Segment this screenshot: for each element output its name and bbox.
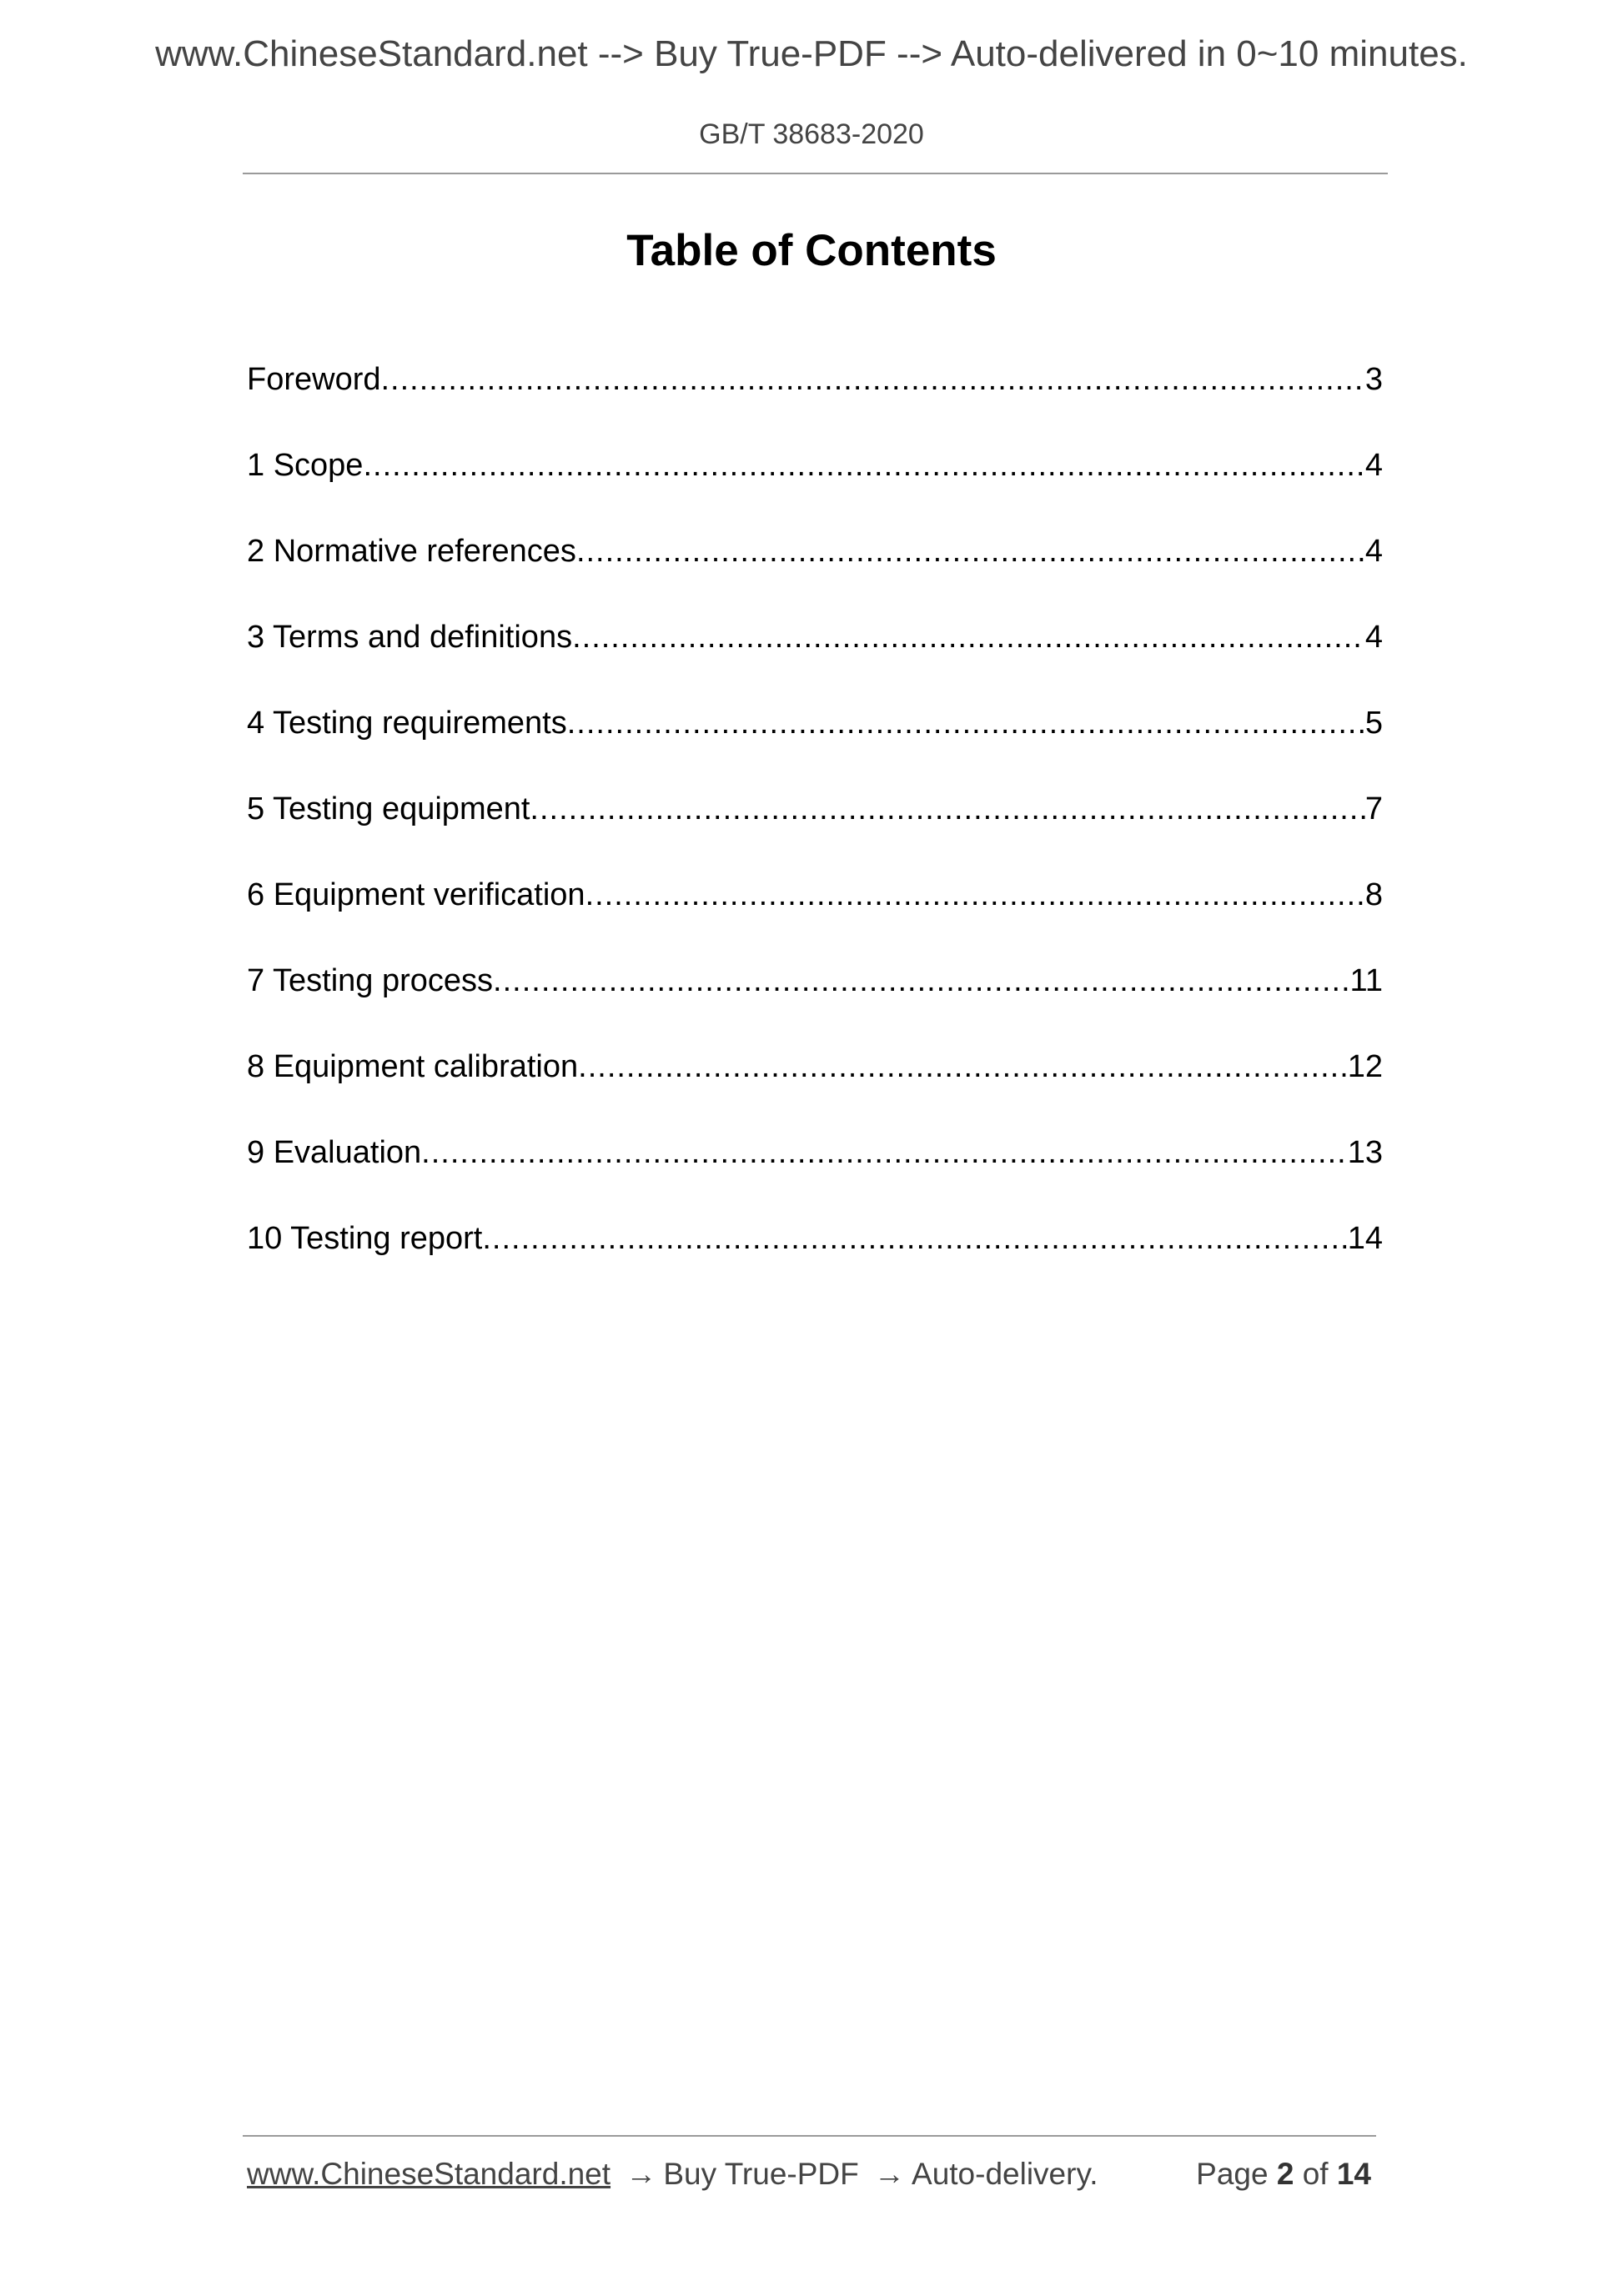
toc-entry-testing-process[interactable] bbox=[247, 958, 1383, 1044]
of-label: of bbox=[1302, 2157, 1329, 2191]
toc-entry-equipment-calibration[interactable] bbox=[247, 1044, 1383, 1130]
toc-entry-page: 14 bbox=[1347, 1221, 1383, 1256]
page-indicator bbox=[1196, 2157, 1371, 2192]
dot-leader bbox=[567, 701, 1365, 746]
toc-entry-page: 4 bbox=[1364, 534, 1383, 569]
document-code: GB/T 38683-2020 bbox=[699, 118, 924, 150]
footer-delivery-text: Auto-delivery. bbox=[912, 2157, 1098, 2191]
arrow-right-icon: → bbox=[874, 2157, 906, 2191]
top-banner-link[interactable]: www.ChineseStandard.net --> Buy True-PDF --> Auto-delivered in 0~10 minutes. bbox=[155, 33, 1468, 74]
footer-buy-text: Buy True-PDF bbox=[663, 2157, 859, 2191]
page-label: Page bbox=[1196, 2157, 1269, 2191]
toc-entry-label: 6 Equipment verification bbox=[247, 877, 585, 912]
toc-entry-label: 8 Equipment calibration bbox=[247, 1049, 579, 1084]
toc-entry-page: 12 bbox=[1347, 1049, 1383, 1084]
dot-leader bbox=[530, 786, 1364, 831]
footer-divider bbox=[243, 2135, 1376, 2137]
page-number: 2 bbox=[1276, 2157, 1294, 2191]
toc-entry-page: 13 bbox=[1347, 1135, 1383, 1170]
page-total: 14 bbox=[1336, 2157, 1371, 2191]
toc-entry-testing-report[interactable] bbox=[247, 1216, 1383, 1302]
toc-entry-label: 2 Normative references bbox=[247, 534, 576, 569]
toc-entry-testing-requirements[interactable] bbox=[247, 701, 1383, 786]
dot-leader bbox=[585, 872, 1365, 917]
toc-entry-label: 10 Testing report bbox=[247, 1221, 483, 1256]
dot-leader bbox=[421, 1130, 1348, 1175]
footer-site-link[interactable]: www.ChineseStandard.net bbox=[247, 2157, 611, 2191]
dot-leader bbox=[576, 529, 1365, 574]
page-title: Table of Contents bbox=[626, 226, 997, 275]
toc-entry-label: 1 Scope bbox=[247, 448, 364, 483]
toc-entry-scope[interactable] bbox=[247, 443, 1383, 529]
toc-entry-page: 4 bbox=[1364, 620, 1383, 655]
toc-entry-page: 4 bbox=[1364, 448, 1383, 483]
toc-entry-page: 3 bbox=[1364, 362, 1383, 397]
dot-leader bbox=[363, 443, 1364, 488]
toc-entry-evaluation[interactable] bbox=[247, 1130, 1383, 1216]
toc-entry-label: Foreword bbox=[247, 362, 381, 397]
toc-entry-page: 8 bbox=[1364, 877, 1383, 912]
toc-entry-equipment-verification[interactable] bbox=[247, 872, 1383, 958]
dot-leader bbox=[381, 357, 1365, 402]
arrow-right-icon: → bbox=[626, 2157, 657, 2191]
toc-entry-page: 7 bbox=[1364, 791, 1383, 826]
toc-entry-normative-references[interactable] bbox=[247, 529, 1383, 615]
table-of-contents bbox=[247, 357, 1383, 1302]
toc-entry-terms-and-definitions[interactable] bbox=[247, 615, 1383, 701]
toc-entry-label: 9 Evaluation bbox=[247, 1135, 422, 1170]
toc-entry-label: 3 Terms and definitions bbox=[247, 620, 573, 655]
header-divider bbox=[243, 173, 1388, 174]
dot-leader bbox=[482, 1216, 1347, 1261]
dot-leader bbox=[493, 958, 1350, 1003]
toc-entry-foreword[interactable] bbox=[247, 357, 1383, 443]
dot-leader bbox=[572, 615, 1365, 660]
dot-leader bbox=[578, 1044, 1348, 1089]
toc-entry-label: 4 Testing requirements bbox=[247, 706, 567, 741]
toc-entry-label: 5 Testing equipment bbox=[247, 791, 530, 826]
footer-promo bbox=[247, 2157, 1098, 2192]
toc-entry-label: 7 Testing process bbox=[247, 963, 494, 998]
toc-entry-page: 11 bbox=[1349, 963, 1383, 998]
toc-entry-testing-equipment[interactable] bbox=[247, 786, 1383, 872]
toc-entry-page: 5 bbox=[1364, 706, 1383, 741]
